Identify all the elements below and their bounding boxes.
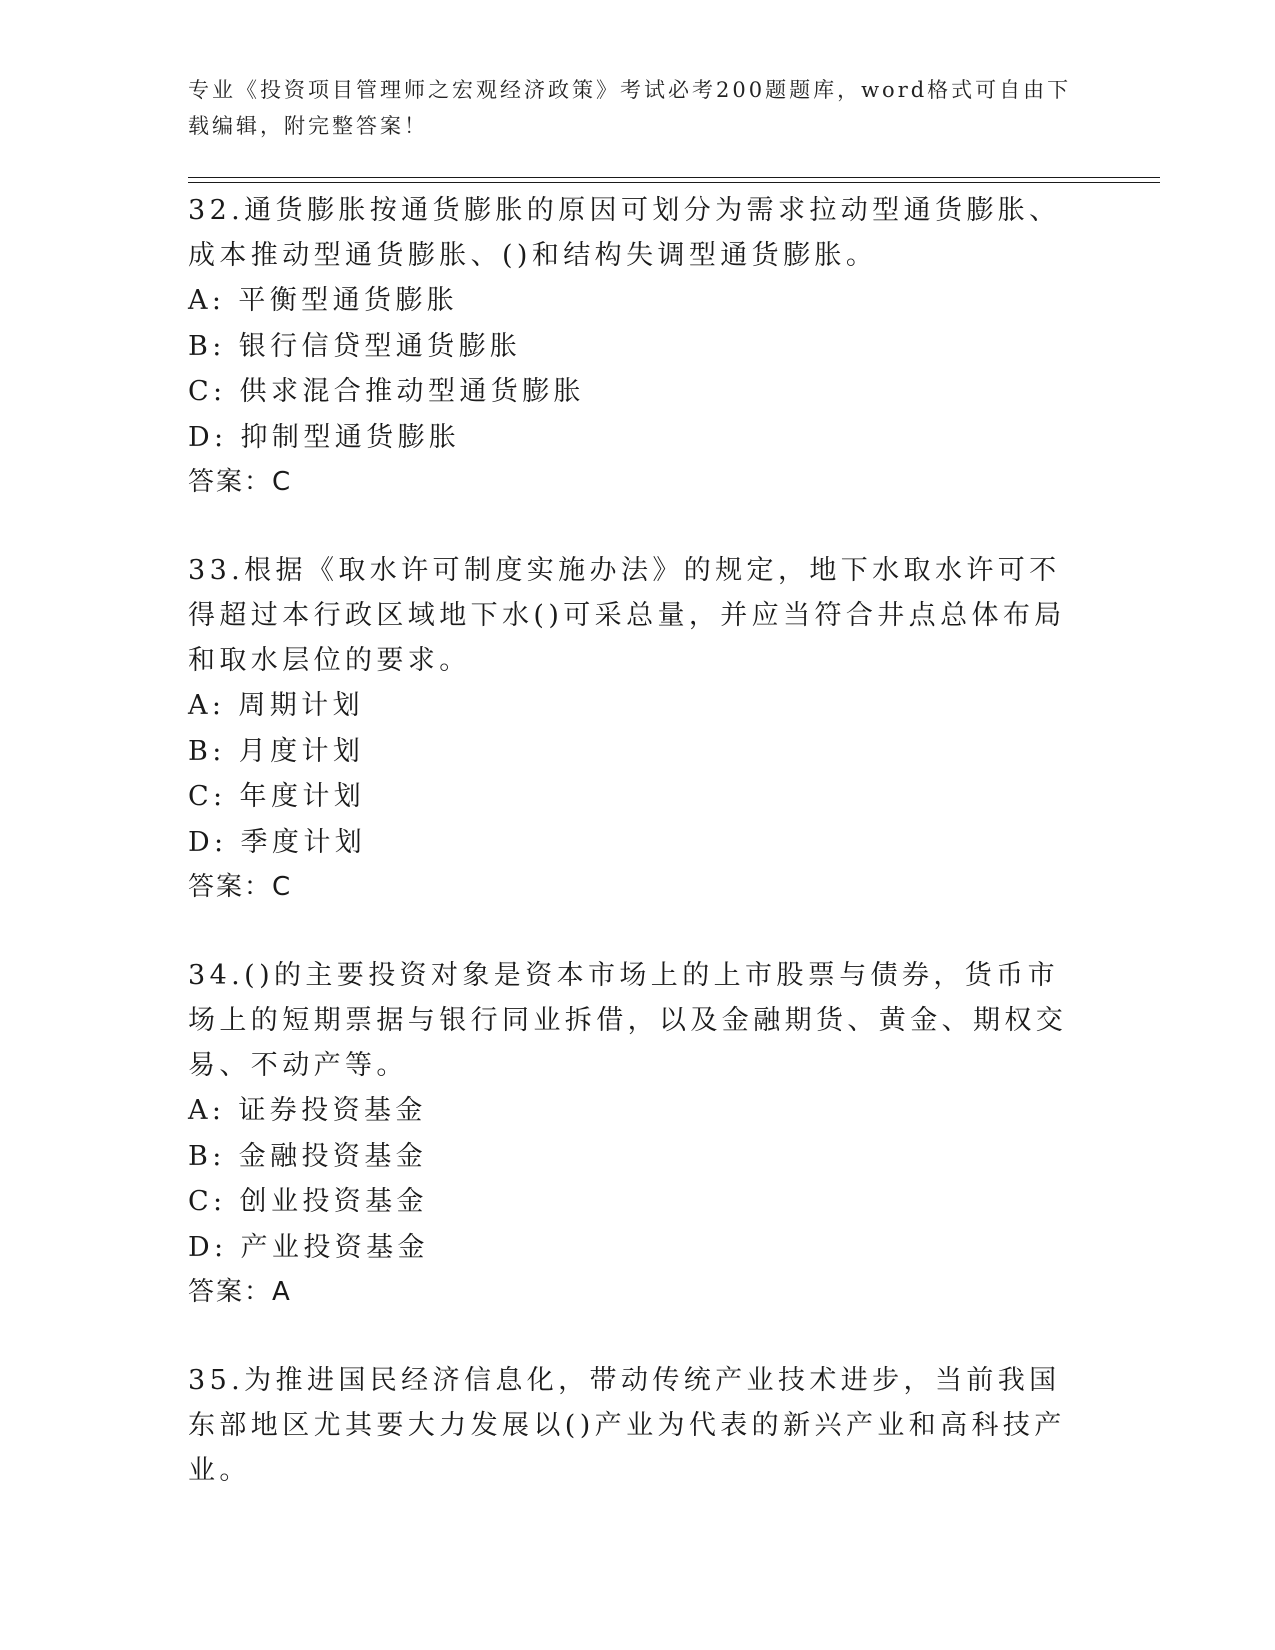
- option-b: B: 银行信贷型通货膨胀: [188, 330, 522, 362]
- header-divider-top: [188, 177, 1160, 178]
- question-34: [188, 953, 1160, 1315]
- question-stem: 35.为推进国民经济信息化，带动传统产业技术进步，当前我国东部地区尤其要大力发展以()产业为代表的新兴产业和高科技产业。: [188, 1365, 1066, 1486]
- document-header: 专业《投资项目管理师之宏观经济政策》考试必考200题题库，word格式可自由下载编辑，附完整答案！: [188, 78, 1072, 138]
- question-stem: 32.通货膨胀按通货膨胀的原因可划分为需求拉动型通货膨胀、成本推动型通货膨胀、()和结构失调型通货膨胀。: [188, 195, 1061, 271]
- question-32: [188, 188, 1160, 505]
- option-c: C: 年度计划: [188, 781, 366, 812]
- answer: 答案：C: [188, 872, 293, 902]
- option-b: B: 金融投资基金: [188, 1140, 428, 1172]
- option-c: C: 供求混合推动型通货膨胀: [188, 376, 585, 407]
- question-35: [188, 1358, 1160, 1493]
- option-a: A: 证券投资基金: [188, 1095, 427, 1126]
- answer: 答案：C: [188, 467, 293, 497]
- question-list: [188, 188, 1160, 1536]
- answer: 答案：A: [188, 1277, 292, 1307]
- option-a: A: 平衡型通货膨胀: [188, 285, 459, 316]
- option-d: D: 产业投资基金: [188, 1231, 429, 1263]
- question-33: [188, 548, 1160, 910]
- question-stem: 34.()的主要投资对象是资本市场上的上市股票与债券，货币市场上的短期票据与银行同业拆借，以及金融期货、黄金、期权交易、不动产等。: [188, 960, 1068, 1081]
- header-divider-bottom: [188, 182, 1160, 183]
- question-stem: 33.根据《取水许可制度实施办法》的规定，地下水取水许可不得超过本行政区域地下水()可采总量，并应当符合井点总体布局和取水层位的要求。: [188, 555, 1066, 676]
- option-b: B: 月度计划: [188, 735, 365, 767]
- option-d: D: 季度计划: [188, 826, 367, 858]
- option-c: C: 创业投资基金: [188, 1186, 428, 1217]
- option-d: D: 抑制型通货膨胀: [188, 421, 461, 453]
- option-a: A: 周期计划: [188, 690, 364, 721]
